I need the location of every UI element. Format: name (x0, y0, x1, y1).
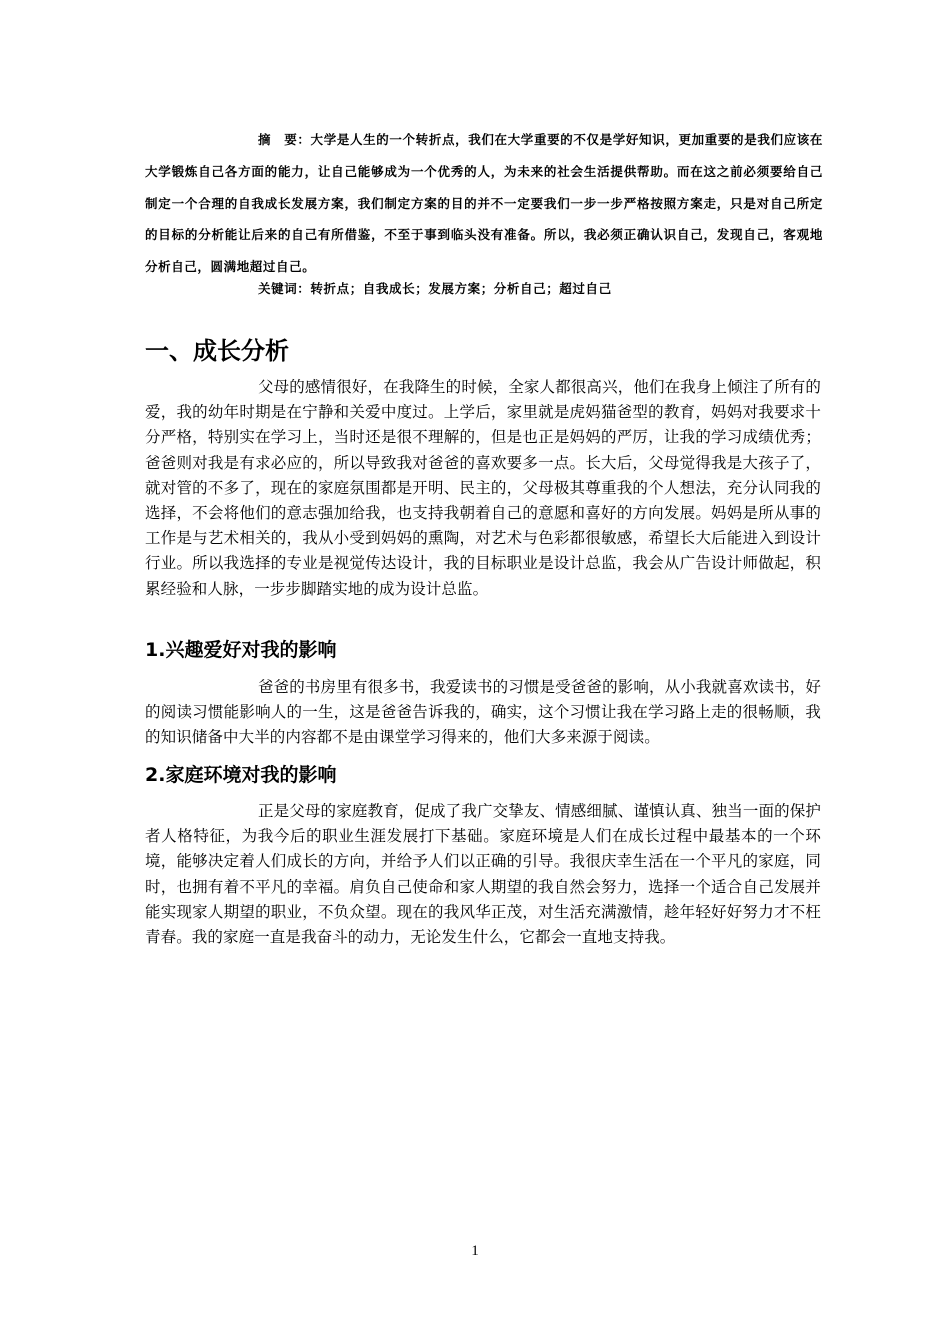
abstract-paragraph: 摘 要：大学是人生的一个转折点，我们在大学重要的不仅是学好知识，更加重要的是我们应该在大学锻炼自己各方面的能力，让自己能够成为一个优秀的人，为未来的社会生活提供帮助。而在这之前必须要给自己制定一个合理的自我成长发展方案，我们制定方案的目的并不一定要我们一步一步严格按照方案走，只是对自己所定的目标的分析能让后来的自己有所借鉴，不至于事到临头没有准备。所以，我必须正确认识自己，发现自己，客观地分析自己，圆满地超过自己。 (145, 132, 823, 275)
subsection-heading-hobbies: 1.兴趣爱好对我的影响 (145, 639, 337, 661)
page-number: 1 (471, 1243, 479, 1259)
section-growth-analysis-paragraph: 父母的感情很好，在我降生的时候，全家人都很高兴，他们在我身上倾注了所有的爱，我的幼年时期是在宁静和关爱中度过。上学后，家里就是虎妈猫爸型的教育，妈妈对我要求十分严格，特别实在学习上，当时还是很不理解的，但是也正是妈妈的严厉，让我的学习成绩优秀；爸爸则对我是有求必应的，所以导致我对爸爸的喜欢要多一点。长大后，父母觉得我是大孩子了，就对管的不多了，现在的家庭氛围都是开明、民主的，父母极其尊重我的个人想法，充分认同我的选择，不会将他们的意志强加给我，也支持我朝着自己的意愿和喜好的方向发展。妈妈是所从事的工作是与艺术相关的，我从小受到妈妈的熏陶，对艺术与色彩都很敏感，希望长大后能进入到设计行业。所以我选择的专业是视觉传达设计，我的目标职业是设计总监，我会从广告设计师做起，积累经验和人脉，一步步脚踏实地的成为设计总监。 (145, 378, 821, 598)
section-heading-growth-analysis: 一、成长分析 (145, 337, 289, 365)
subsection-heading-family-environment: 2.家庭环境对我的影响 (145, 764, 337, 786)
subsection-hobbies-paragraph: 爸爸的书房里有很多书，我爱读书的习惯是受爸爸的影响，从小我就喜欢读书，好的阅读习惯能影响人的一生，这是爸爸告诉我的，确实，这个习惯让我在学习路上走的很畅顺，我的知识储备中大半的内容都不是由课堂学习得来的，他们大多来源于阅读。 (145, 678, 821, 747)
keywords-line: 关键词：转折点；自我成长；发展方案；分析自己；超过自己 (258, 281, 612, 296)
subsection-family-environment-paragraph: 正是父母的家庭教育，促成了我广交挚友、情感细腻、谨慎认真、独当一面的保护者人格特征，为我今后的职业生涯发展打下基础。家庭环境是人们在成长过程中最基本的一个环境，能够决定着人们成长的方向，并给予人们以正确的引导。我很庆幸生活在一个平凡的家庭，同时，也拥有着不平凡的幸福。肩负自己使命和家人期望的我自然会努力，选择一个适合自己发展并能实现家人期望的职业，不负众望。现在的我风华正茂，对生活充满激情，趁年轻好好努力才不枉青春。我的家庭一直是我奋斗的动力，无论发生什么，它都会一直地支持我。 (145, 802, 821, 947)
